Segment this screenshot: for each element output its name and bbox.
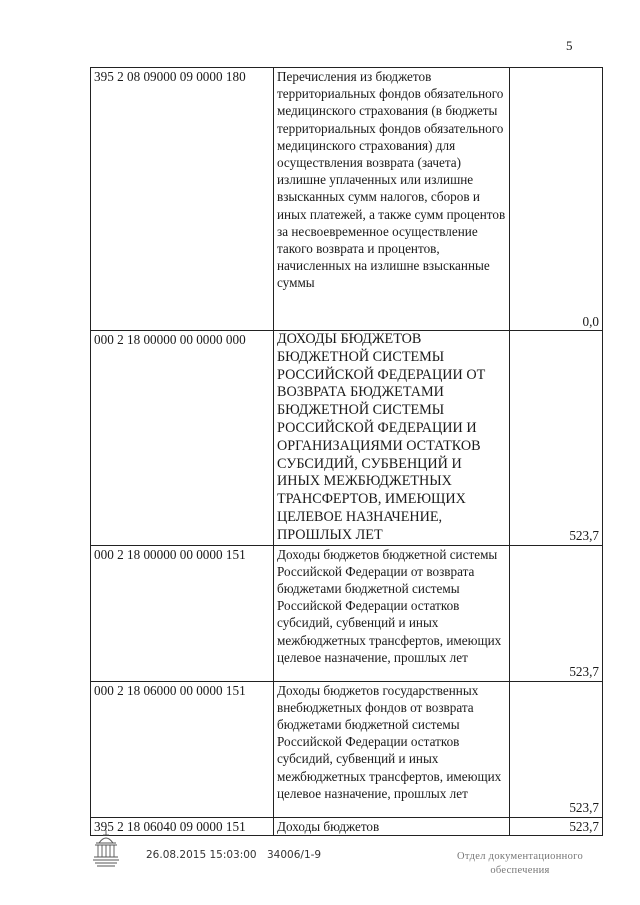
table-row bbox=[91, 68, 603, 331]
income-name-cell: Доходы бюджетов bbox=[274, 817, 510, 835]
table-row bbox=[91, 331, 603, 546]
page-footer bbox=[90, 819, 610, 879]
table-row bbox=[91, 681, 603, 817]
footer-document-id: 34006/1-9 bbox=[267, 849, 322, 861]
income-name-cell: ДОХОДЫ БЮДЖЕТОВ БЮДЖЕТНОЙ СИСТЕМЫ РОССИЙСКОЙ ФЕДЕРАЦИИ ОТ ВОЗВРАТА БЮДЖЕТАМИ БЮДЖЕТНОЙ СИСТЕМЫ РОССИЙСКОЙ ФЕДЕРАЦИИ И ОРГАНИЗАЦИЯМИ ОСТАТКОВ СУБСИДИЙ, СУБВЕНЦИЙ И ИНЫХ МЕЖБЮДЖЕТНЫХ ТРАНСФЕРТОВ, ИМЕЮЩИХ ЦЕЛЕВОЕ НАЗНАЧЕНИЕ, ПРОШЛЫХ ЛЕТ bbox=[274, 331, 510, 546]
budget-code-cell: 395 2 08 09000 09 0000 180 bbox=[91, 68, 274, 331]
table-row bbox=[91, 545, 603, 681]
amount-cell: 523,7 bbox=[510, 817, 603, 835]
footer-date: 26.08.2015 15:03:00 bbox=[146, 849, 257, 861]
parliament-building-emblem-icon bbox=[90, 827, 122, 871]
page-number: 5 bbox=[566, 38, 573, 53]
department-stamp bbox=[440, 850, 600, 878]
stamp-line-2: обеспечения bbox=[490, 865, 550, 876]
amount-cell: 523,7 bbox=[510, 545, 603, 681]
budget-code-cell: 395 2 18 06040 09 0000 151 bbox=[91, 817, 274, 835]
income-name-cell: Перечисления из бюджетов территориальных фондов обязательного медицинского страхования (в бюджеты территориальных фондов обязательного медицинского страхования) для осуществления возврата (зачета) излишне уплаченных или излишне взысканных сумм налогов, сборов и иных платежей, а также сумм процентов за несвоевременное осуществление такого возврата и процентов, начисленных на излишне взысканные суммы bbox=[274, 68, 510, 331]
budget-code-cell: 000 2 18 00000 00 0000 151 bbox=[91, 545, 274, 681]
income-name-cell: Доходы бюджетов бюджетной системы Российской Федерации от возврата бюджетами бюджетной системы Российской Федерации остатков субсидий, субвенций и иных межбюджетных трансфертов, имеющих целевое назначение, прошлых лет bbox=[274, 545, 510, 681]
budget-income-table bbox=[90, 67, 603, 836]
budget-code-cell: 000 2 18 06000 00 0000 151 bbox=[91, 681, 274, 817]
amount-cell: 523,7 bbox=[510, 681, 603, 817]
income-name-cell: Доходы бюджетов государственных внебюджетных фондов от возврата бюджетами бюджетной системы Российской Федерации остатков субсидий, субвенций и иных межбюджетных трансфертов, имеющих целевое назначение, прошлых лет bbox=[274, 681, 510, 817]
budget-code-cell: 000 2 18 00000 00 0000 000 bbox=[91, 331, 274, 546]
amount-cell: 0,0 bbox=[510, 68, 603, 331]
amount-cell: 523,7 bbox=[510, 331, 603, 546]
stamp-line-1: Отдел документационного bbox=[456, 851, 584, 862]
